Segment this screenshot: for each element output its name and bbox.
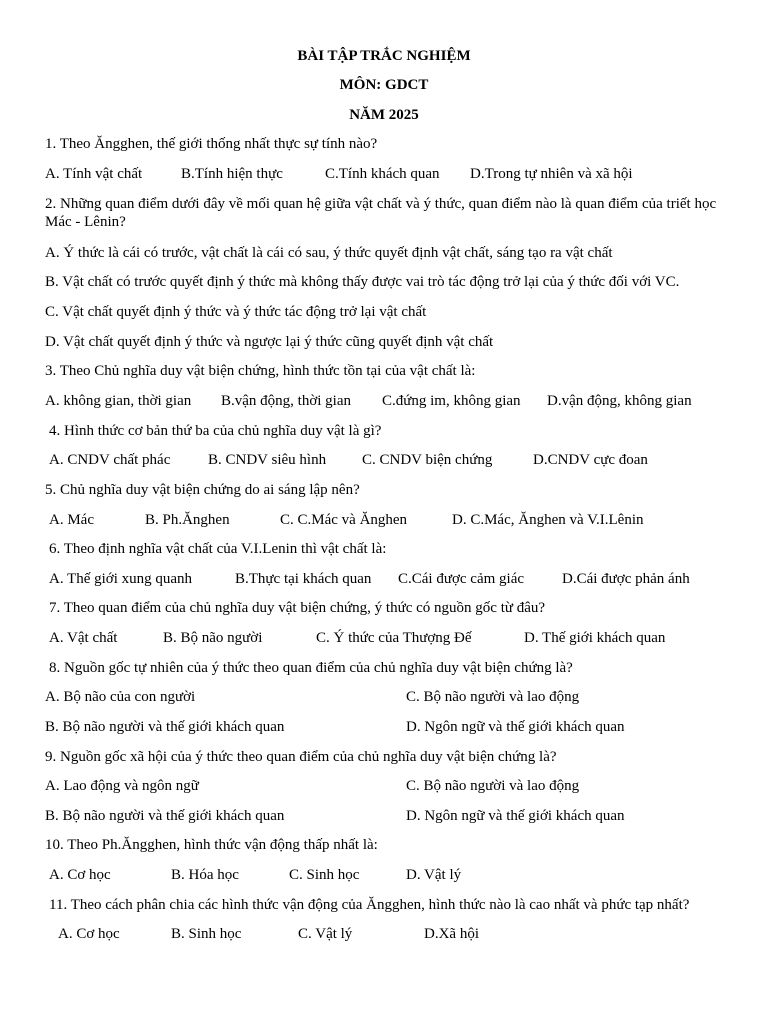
- question-9: 9. Nguồn gốc xã hội của ý thức theo quan điểm của chủ nghĩa duy vật biện chứng là?: [45, 749, 557, 765]
- document-subject: MÔN: GDCT: [339, 77, 429, 93]
- q2-option-c: C. Vật chất quyết định ý thức và ý thức tác động trở lại vật chất: [45, 304, 427, 320]
- question-6: 6. Theo định nghĩa vật chất của V.I.Lenin thì vật chất là:: [49, 541, 387, 557]
- q9-option-c: C. Bộ não người và lao động: [406, 778, 580, 794]
- q2-option-d: D. Vật chất quyết định ý thức và ngược lại ý thức cũng quyết định vật chất: [45, 334, 494, 350]
- question-5: 5. Chủ nghĩa duy vật biện chứng do ai sáng lập nên?: [45, 482, 360, 498]
- q5-option-c: C. C.Mác và Ănghen: [280, 512, 408, 528]
- document-title: BÀI TẬP TRẮC NGHIỆM: [297, 48, 471, 64]
- q7-option-c: C. Ý thức của Thượng Đế: [316, 630, 472, 646]
- q4-option-d: D.CNDV cực đoan: [533, 452, 648, 468]
- q10-option-d: D. Vật lý: [406, 867, 462, 883]
- q11-option-a: A. Cơ học: [58, 926, 120, 942]
- question-2: 2. Những quan điểm dưới đây về mối quan hệ giữa vật chất và ý thức, quan điểm nào là quan điểm của triết học Mác - Lênin?: [45, 196, 717, 230]
- q4-option-c: C. CNDV biện chứng: [362, 452, 493, 468]
- q3-option-a: A. không gian, thời gian: [45, 393, 192, 409]
- q1-option-c: C.Tính khách quan: [325, 166, 440, 182]
- q5-option-b: B. Ph.Ănghen: [145, 512, 230, 528]
- q11-option-b: B. Sinh học: [171, 926, 242, 942]
- q1-option-b: B.Tính hiện thực: [181, 166, 283, 182]
- q8-option-c: C. Bộ não người và lao động: [406, 689, 580, 705]
- q10-option-c: C. Sinh học: [289, 867, 360, 883]
- q6-option-a: A. Thế giới xung quanh: [49, 571, 193, 587]
- question-1: 1. Theo Ăngghen, thế giới thống nhất thực sự tính nào?: [45, 136, 378, 152]
- q9-option-a: A. Lao động và ngôn ngữ: [45, 778, 199, 794]
- q9-option-d: D. Ngôn ngữ và thế giới khách quan: [406, 808, 625, 824]
- q4-option-b: B. CNDV siêu hình: [208, 452, 327, 468]
- q6-option-b: B.Thực tại khách quan: [235, 571, 372, 587]
- document-year: NĂM 2025: [349, 107, 419, 123]
- question-3: 3. Theo Chủ nghĩa duy vật biện chứng, hình thức tồn tại của vật chất là:: [45, 363, 476, 379]
- q4-option-a: A. CNDV chất phác: [49, 452, 171, 468]
- question-7: 7. Theo quan điểm của chủ nghĩa duy vật biện chứng, ý thức có nguồn gốc từ đâu?: [49, 600, 546, 616]
- q9-option-b: B. Bộ não người và thế giới khách quan: [45, 808, 285, 824]
- q8-option-a: A. Bộ não của con người: [45, 689, 196, 705]
- q5-option-a: A. Mác: [49, 512, 94, 528]
- q1-option-d: D.Trong tự nhiên và xã hội: [470, 166, 633, 182]
- q11-option-d: D.Xã hội: [424, 926, 479, 942]
- q8-option-d: D. Ngôn ngữ và thế giới khách quan: [406, 719, 625, 735]
- q6-option-c: C.Cái được cảm giác: [398, 571, 525, 587]
- q3-option-b: B.vận động, thời gian: [221, 393, 352, 409]
- q10-option-b: B. Hóa học: [171, 867, 239, 883]
- q6-option-d: D.Cái được phản ánh: [562, 571, 690, 587]
- q8-option-b: B. Bộ não người và thế giới khách quan: [45, 719, 285, 735]
- q10-option-a: A. Cơ học: [49, 867, 111, 883]
- question-4: 4. Hình thức cơ bản thứ ba của chủ nghĩa duy vật là gì?: [49, 423, 382, 439]
- question-10: 10. Theo Ph.Ăngghen, hình thức vận động thấp nhất là:: [45, 837, 378, 853]
- q1-option-a: A. Tính vật chất: [45, 166, 143, 182]
- q7-option-b: B. Bộ não người: [163, 630, 263, 646]
- q2-option-a: A. Ý thức là cái có trước, vật chất là cái có sau, ý thức quyết định vật chất, sáng tạo ra vật chất: [45, 245, 613, 261]
- q7-option-a: A. Vật chất: [49, 630, 118, 646]
- q2-option-b: B. Vật chất có trước quyết định ý thức mà không thấy được vai trò tác động trở lại của ý thức đối với VC.: [45, 274, 680, 290]
- q3-option-c: C.đứng im, không gian: [382, 393, 521, 409]
- question-11: 11. Theo cách phân chia các hình thức vận động của Ăngghen, hình thức nào là cao nhất và phức tạp nhất?: [49, 897, 690, 913]
- q11-option-c: C. Vật lý: [298, 926, 353, 942]
- question-8: 8. Nguồn gốc tự nhiên của ý thức theo quan điểm của chủ nghĩa duy vật biện chứng là?: [49, 660, 573, 676]
- q3-option-d: D.vận động, không gian: [547, 393, 692, 409]
- q5-option-d: D. C.Mác, Ănghen và V.I.Lênin: [452, 512, 644, 528]
- q7-option-d: D. Thế giới khách quan: [524, 630, 666, 646]
